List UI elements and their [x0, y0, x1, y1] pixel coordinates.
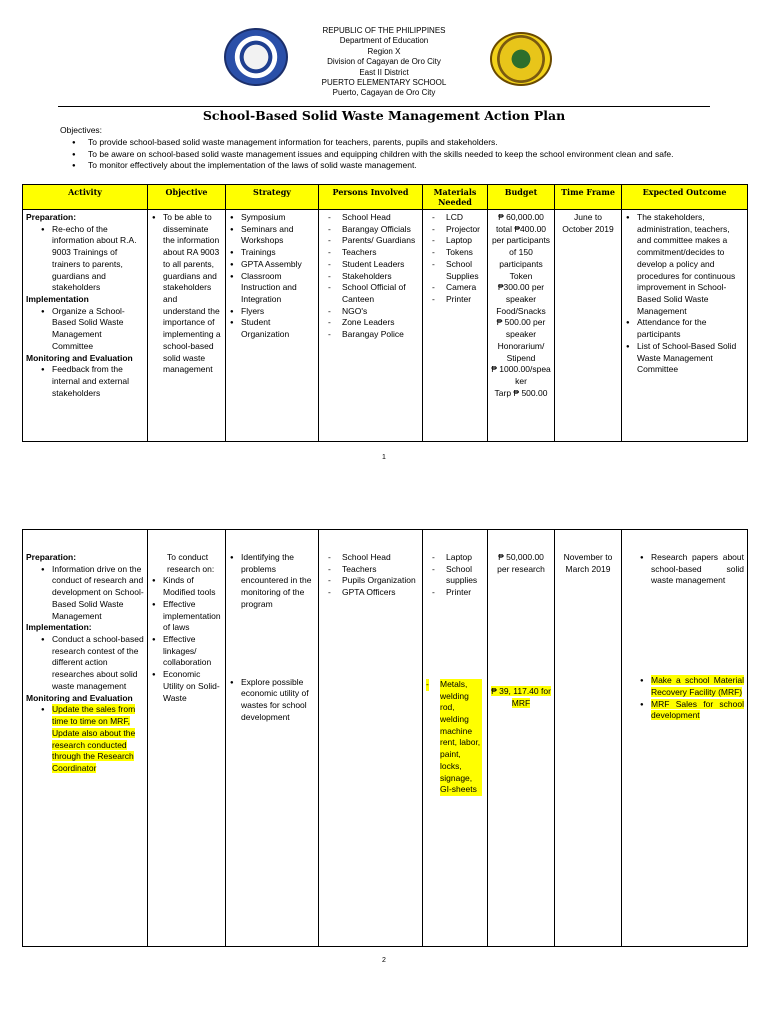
outcome-cell	[622, 210, 748, 442]
list-item: ● Effective linkages/ collaboration	[151, 634, 222, 669]
letterhead	[0, 26, 768, 99]
objective-intro: To conduct research on:	[167, 552, 215, 574]
implementation-label: Implementation:	[26, 622, 92, 633]
list-item: ● Symposium	[229, 212, 315, 224]
outcome-list-highlight	[625, 675, 744, 722]
list-item: - School Official of Canteen	[322, 282, 419, 305]
objectives-label: Objectives:	[60, 125, 103, 135]
list-item: - Laptop	[426, 235, 484, 247]
objective-cell	[148, 210, 226, 442]
table-row	[23, 210, 748, 442]
list-item: ● Student Organization	[229, 317, 315, 340]
list-item: - Stakeholders	[322, 271, 419, 283]
list-item: ● Explore possible economic utility of wastes for school development	[229, 677, 315, 724]
budget-line: Token	[509, 270, 533, 281]
list-item: ● Organize a School-Based Solid Waste Management Committee	[40, 306, 144, 353]
objective-list	[151, 575, 222, 704]
list-item	[639, 675, 744, 698]
list-item: ● Attendance for the participants	[625, 317, 744, 340]
list-item: ● Identifying the problems encountered in the monitoring of the program	[229, 552, 315, 611]
column-header-activity: Activity	[23, 185, 148, 210]
materials-list	[426, 552, 484, 599]
strategy-list	[229, 552, 315, 611]
spacer	[491, 575, 551, 686]
column-header-outcome: Expected Outcome	[622, 185, 748, 210]
list-item: ● Flyers	[229, 306, 315, 318]
persons-cell	[319, 530, 423, 947]
list-item: ● Conduct a school-based research contest of the different action researches about solid waste management	[40, 634, 144, 693]
preparation-list	[26, 564, 144, 623]
list-item: ● Classroom Instruction and Integration	[229, 271, 315, 306]
letterhead-line: Department of Education	[339, 36, 429, 46]
strategy-list	[229, 212, 315, 341]
highlighted-text: ₱ 39, 117.40 for MRF	[491, 686, 551, 709]
budget-line: Tarp ₱ 500.00	[494, 387, 548, 398]
materials-highlight	[426, 679, 484, 796]
budget-line: ₱ 500.00 per speaker	[496, 317, 546, 340]
list-item: - Camera	[426, 282, 484, 294]
objective-cell	[148, 530, 226, 947]
strategy-list-secondary	[229, 677, 315, 724]
list-item: ● Kinds of Modified tools	[151, 575, 222, 598]
time-frame-cell: June to October 2019	[555, 210, 622, 442]
monitoring-list	[26, 704, 144, 774]
list-item: - School Supplies	[426, 259, 484, 282]
list-item	[40, 704, 144, 774]
highlighted-text: Make a school Material Recovery Facility (MRF)	[651, 675, 744, 697]
letterhead-line: REPUBLIC OF THE PHILIPPINES	[322, 26, 446, 35]
column-header-persons: Persons Involved	[319, 185, 423, 210]
list-item: - Projector	[426, 224, 484, 236]
list-item: ● Feedback from the internal and external stakeholders	[40, 364, 144, 399]
list-item: - Teachers	[322, 247, 419, 259]
budget-line: ₱ 60,000.00 total ₱400.00 per participants of 150 participants	[491, 212, 551, 269]
list-item: ● List of School-Based Solid Waste Management Committee	[625, 341, 744, 376]
budget-line: ₱ 1000.00/speaker	[491, 364, 551, 387]
action-plan-table-page-2	[22, 529, 748, 947]
strategy-cell	[226, 210, 319, 442]
list-item: ● Effective implementation of laws	[151, 599, 222, 634]
list-item: - LCD	[426, 212, 484, 224]
preparation-label: Preparation:	[26, 212, 77, 222]
column-header-row	[23, 185, 748, 210]
letterhead-line: PUERTO ELEMENTARY SCHOOL	[321, 77, 447, 87]
outcome-cell	[622, 530, 748, 947]
monitoring-label: Monitoring and Evaluation	[26, 692, 133, 703]
list-item: - School Head	[322, 212, 419, 224]
letterhead-line: Puerto, Cagayan de Oro City	[332, 88, 436, 98]
budget-line: Honorarium/ Stipend	[497, 340, 545, 363]
objective-item: ● To provide school-based solid waste management information for teachers, parents, pupils and stakeholders.	[72, 137, 712, 149]
list-item: - School Head	[322, 552, 419, 564]
table-row	[23, 530, 748, 947]
list-item: - Printer	[426, 294, 484, 306]
list-item: - Tokens	[426, 247, 484, 259]
monitoring-list	[26, 364, 144, 399]
persons-list	[322, 212, 419, 341]
highlighted-text: MRF Sales for school development	[651, 698, 744, 721]
list-item: - Student Leaders	[322, 259, 419, 271]
action-plan-table-page-1	[22, 184, 748, 442]
list-item: ● Trainings	[229, 247, 315, 259]
column-header-objective: Objective	[148, 185, 226, 210]
list-item: ● Seminars and Workshops	[229, 224, 315, 247]
list-item: - Printer	[426, 587, 484, 599]
persons-cell	[319, 210, 423, 442]
list-item: - Barangay Officials	[322, 224, 419, 236]
highlighted-text: Update the sales from time to time on MRF, Update also about the research conducted through the Research Coordinator	[52, 704, 136, 773]
list-item: ● Economic Utility on Solid-Waste	[151, 669, 222, 704]
list-item: - Teachers	[322, 564, 419, 576]
list-item: ● To be able to disseminate the information about RA 9003 to all parents, guardians and stakeholders and understand the importance of implementing a school-based solid waste management	[151, 212, 222, 376]
activity-cell	[23, 530, 148, 947]
preparation-label: Preparation:	[26, 552, 77, 562]
budget-cell	[488, 210, 555, 442]
objective-item: ● To be aware on school-based solid waste management issues and equipping children with the skills needed to keep the school environment clean and safe.	[72, 149, 712, 161]
time-frame-cell: November to March 2019	[555, 530, 622, 947]
page-number: 1	[382, 454, 386, 461]
outcome-list	[625, 212, 744, 376]
list-item: - Barangay Police	[322, 329, 419, 341]
activity-cell	[23, 210, 148, 442]
materials-cell	[423, 530, 488, 947]
budget-line: ₱ 50,000.00 per research	[497, 552, 545, 574]
highlighted-text: Metals, welding rod, welding machine rent, labor, paint, locks, signage, GI-sheets	[440, 678, 481, 795]
page-number: 2	[382, 957, 386, 964]
list-item	[639, 699, 744, 722]
budget-line: ₱300.00 per speaker	[497, 282, 545, 305]
preparation-list	[26, 224, 144, 294]
column-header-strategy: Strategy	[226, 185, 319, 210]
materials-list	[426, 212, 484, 306]
persons-list	[322, 552, 419, 599]
column-header-time-frame: Time Frame	[555, 185, 622, 210]
list-item: ● Re-echo of the information about R.A. 9003 Trainings of trainers to parents, guardians and stakeholders	[40, 224, 144, 294]
implementation-label: Implementation	[26, 294, 89, 305]
dash-mark: -	[426, 678, 429, 689]
column-header-materials: Materials Needed	[423, 185, 488, 210]
list-item: ● The stakeholders, administration, teachers, and committee makes a commitment/decides to develop a policy and procedures for continuous improvement in School-Based Solid Waste Management	[625, 212, 744, 317]
list-item: - Pupils Organization	[322, 575, 419, 587]
list-item: ● Research papers about school-based solid waste management	[639, 552, 744, 587]
letterhead-line: Region X	[367, 46, 401, 56]
budget-line-highlight	[491, 686, 551, 709]
list-item: - Parents/ Guardians	[322, 235, 419, 247]
materials-cell	[423, 210, 488, 442]
objective-item: ● To monitor effectively about the implementation of the laws of solid waste management.	[72, 160, 712, 172]
outcome-list	[625, 552, 744, 587]
list-item: - Laptop	[426, 552, 484, 564]
list-item: - NGO's	[322, 306, 419, 318]
column-header-budget: Budget	[488, 185, 555, 210]
list-item: ● GPTA Assembly	[229, 259, 315, 271]
budget-line: Food/Snacks	[496, 305, 546, 316]
implementation-list	[26, 306, 144, 353]
budget-cell	[488, 530, 555, 947]
list-item: ● Information drive on the conduct of research and development on School-Based Solid Waste Management	[40, 564, 144, 623]
implementation-list	[26, 634, 144, 693]
document-title: School-Based Solid Waste Management Action Plan	[202, 108, 566, 123]
list-item: - School supplies	[426, 564, 484, 587]
spacer	[625, 587, 744, 675]
spacer	[229, 611, 315, 677]
letterhead-line: East II District	[359, 67, 409, 77]
spacer	[426, 599, 484, 679]
letterhead-line: Division of Cagayan de Oro City	[327, 57, 441, 67]
objective-list	[151, 212, 222, 376]
list-item: - GPTA Officers	[322, 587, 419, 599]
objectives-list	[72, 137, 712, 172]
strategy-cell	[226, 530, 319, 947]
monitoring-label: Monitoring and Evaluation	[26, 352, 133, 363]
list-item: - Zone Leaders	[322, 317, 419, 329]
